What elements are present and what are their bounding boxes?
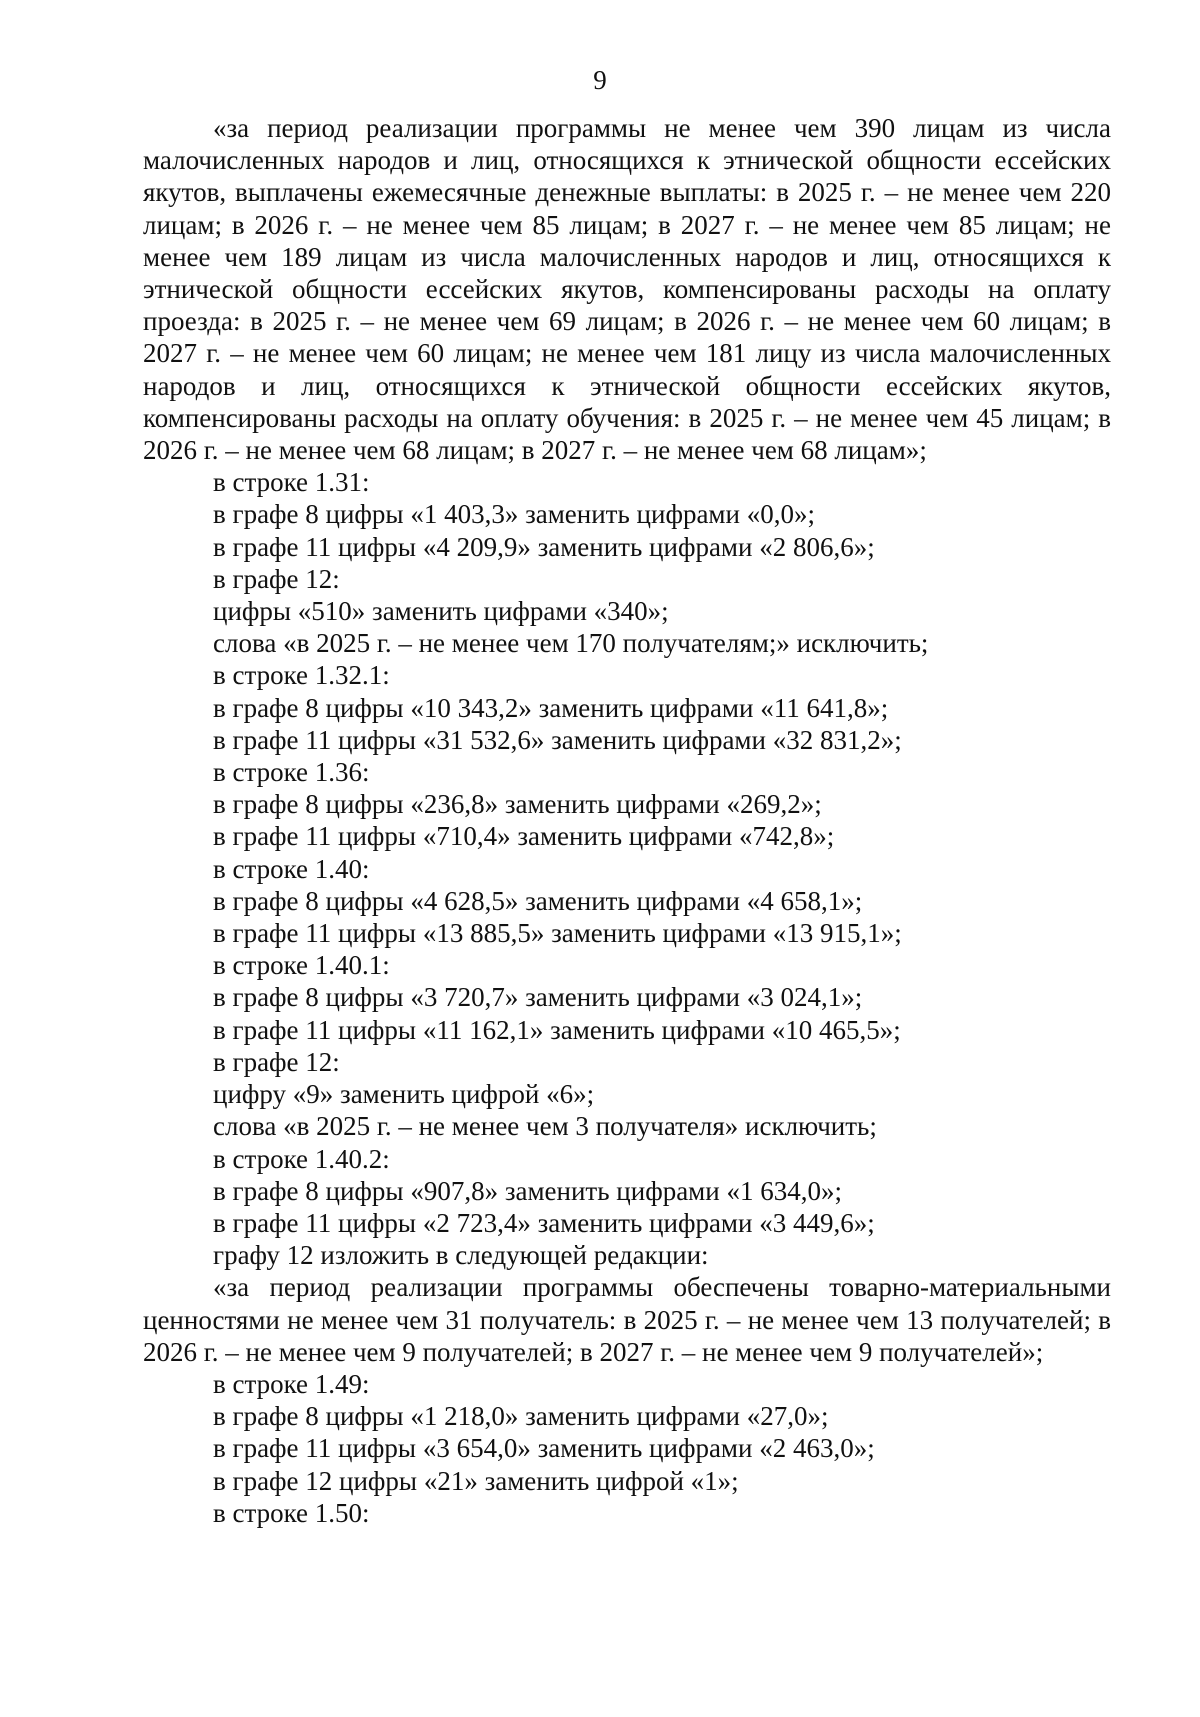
body-line: в графе 8 цифры «4 628,5» заменить цифрами «4 658,1»; [213,885,863,916]
body-line: в строке 1.50: [213,1497,370,1528]
body-paragraph: «за период реализации программы обеспечены товарно-материальными ценностями не менее чем 31 получатель: в 2025 г. – не менее чем 13 получателей; в 2026 г. – не менее чем 9 получателей; в 2027 г. – не менее чем 9 получателей»; [143,1272,1111,1367]
body-line: в графе 11 цифры «4 209,9» заменить цифрами «2 806,6»; [213,531,875,562]
body-line: в графе 12 цифры «21» заменить цифрой «1»; [213,1465,739,1496]
body-line: в графе 11 цифры «11 162,1» заменить цифрами «10 465,5»; [213,1014,901,1045]
body-line: слова «в 2025 г. – не менее чем 170 получателям;» исключить; [213,628,929,659]
body-line: в строке 1.40.1: [213,950,390,981]
body-line: в графе 11 цифры «31 532,6» заменить цифрами «32 831,2»; [213,724,902,755]
body-line: в строке 1.49: [213,1368,370,1399]
body-line: в строке 1.32.1: [213,660,390,691]
body-line: в строке 1.40.2: [213,1143,390,1174]
body-line: в графе 8 цифры «907,8» заменить цифрами «1 634,0»; [213,1175,842,1206]
body-line: цифры «510» заменить цифрами «340»; [213,596,669,627]
body-line: в графе 8 цифры «236,8» заменить цифрами «269,2»; [213,789,822,820]
body-line: в графе 12: [213,1046,340,1077]
page-number: 9 [593,65,607,95]
body-line: в графе 8 цифры «1 218,0» заменить цифрами «27,0»; [213,1401,829,1432]
body-line: слова «в 2025 г. – не менее чем 3 получателя» исключить; [213,1111,877,1142]
body-line: цифру «9» заменить цифрой «6»; [213,1079,595,1110]
body-paragraph: «за период реализации программы не менее чем 390 лицам из числа малочисленных народов и лиц, относящихся к этнической общности ессейских якутов, выплачены ежемесячные денежные выплаты: в 2025 г. – не менее чем 220 лицам; в 2026 г. – не менее чем 85 лицам; в 2027 г. – не менее чем 85 лицам; не менее чем 189 лицам из числа малочисленных народов и лиц, относящихся к этнической общности ессейских якутов, компенсированы расходы на оплату проезда: в 2025 г. – не менее чем 69 лицам; в 2026 г. – не менее чем 60 лицам; в 2027 г. – не менее чем 60 лицам; не менее чем 181 лицу из числа малочисленных народов и лиц, относящихся к этнической общности ессейских якутов, компенсированы расходы на оплату обучения: в 2025 г. – не менее чем 45 лицам; в 2026 г. – не менее чем 68 лицам; в 2027 г. – не менее чем 68 лицам»; [143,113,1111,466]
body-line: в графе 11 цифры «2 723,4» заменить цифрами «3 449,6»; [213,1207,875,1238]
body-line: в графе 8 цифры «1 403,3» заменить цифрами «0,0»; [213,499,815,530]
document-body [143,112,1111,1529]
body-line: в графе 11 цифры «13 885,5» заменить цифрами «13 915,1»; [213,918,902,949]
body-line: в строке 1.31: [213,467,370,498]
body-line: в графе 11 цифры «3 654,0» заменить цифрами «2 463,0»; [213,1433,875,1464]
body-line: в строке 1.36: [213,757,370,788]
body-line: в строке 1.40: [213,853,370,884]
body-line: в графе 8 цифры «3 720,7» заменить цифрами «3 024,1»; [213,982,863,1013]
body-line: в графе 12: [213,563,340,594]
body-line: графу 12 изложить в следующей редакции: [213,1240,709,1271]
body-line: в графе 11 цифры «710,4» заменить цифрами «742,8»; [213,821,835,852]
body-line: в графе 8 цифры «10 343,2» заменить цифрами «11 641,8»; [213,692,889,723]
